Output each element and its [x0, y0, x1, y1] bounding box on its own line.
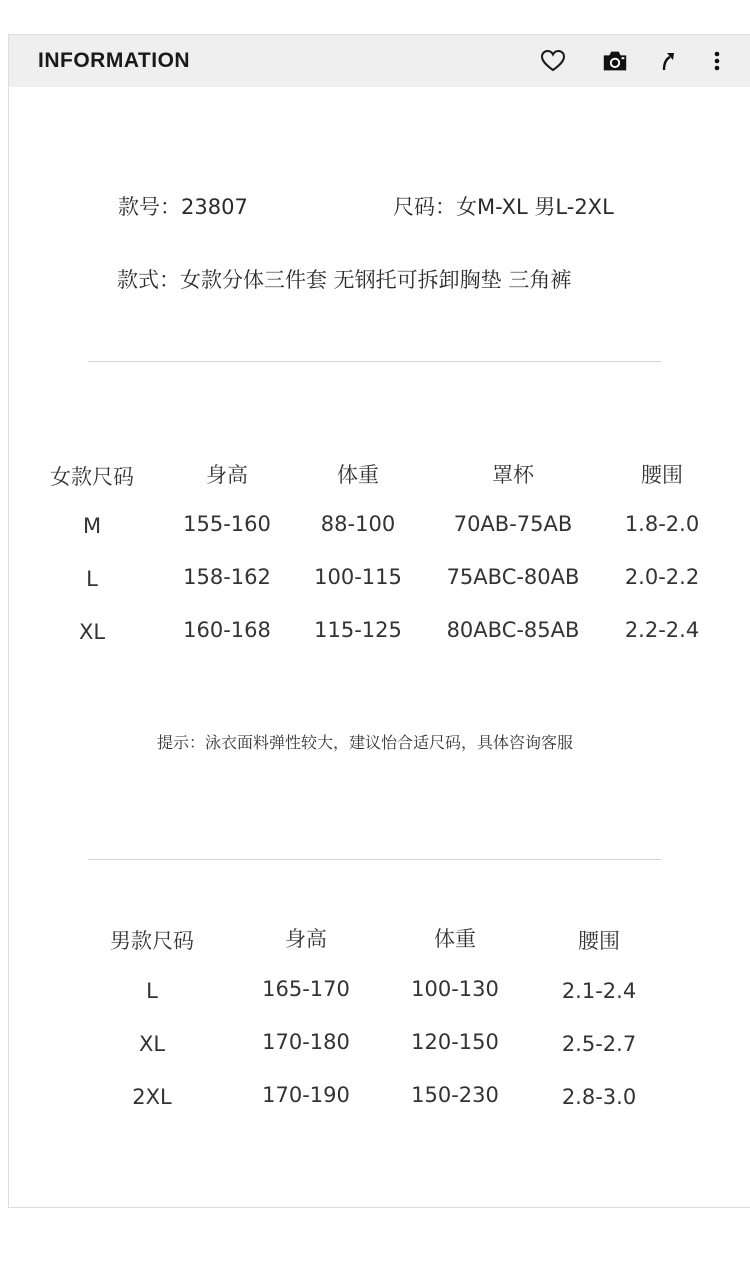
table-cell: 1.8-2.0: [624, 512, 700, 536]
table-cell: 115-125: [314, 618, 402, 642]
table-cell: 2.5-2.7: [561, 1032, 637, 1056]
more-icon[interactable]: [703, 47, 731, 75]
table-cell: 155-160: [183, 512, 271, 536]
table-header: 体重: [434, 927, 476, 951]
table-header: 体重: [337, 463, 379, 487]
table-cell: 120-150: [411, 1030, 499, 1054]
camera-icon[interactable]: [601, 47, 629, 75]
table-cell: L: [86, 567, 98, 591]
divider: [88, 361, 661, 362]
table-header: 腰围: [578, 929, 620, 953]
table-cell: 100-115: [314, 565, 402, 589]
table-cell: 70AB-75AB: [453, 512, 573, 536]
style-number: 款号：23807: [118, 195, 248, 219]
table-cell: 2.8-3.0: [561, 1085, 637, 1109]
table-header: 身高: [206, 463, 248, 487]
table-header: 男款尺码: [110, 929, 194, 953]
table-cell: XL: [78, 620, 106, 644]
table-cell: M: [82, 514, 102, 538]
table-cell: 2XL: [132, 1085, 172, 1109]
table-cell: 160-168: [183, 618, 271, 642]
table-header: 腰围: [641, 463, 683, 487]
page-title: INFORMATION: [38, 49, 191, 72]
top-bar: [9, 35, 750, 87]
table-header: 罩杯: [492, 463, 534, 487]
table-cell: 2.0-2.2: [624, 565, 700, 589]
table-cell: 80ABC-85AB: [446, 618, 580, 642]
table-header: 女款尺码: [50, 465, 134, 489]
table-cell: XL: [138, 1032, 166, 1056]
share-icon[interactable]: [654, 47, 682, 75]
table-cell: 2.2-2.4: [624, 618, 700, 642]
table-cell: 2.1-2.4: [561, 979, 637, 1003]
table-header: 身高: [285, 927, 327, 951]
size-hint: 提示：泳衣面料弹性较大，建议怡合适尺码，具体咨询客服: [157, 733, 574, 752]
size-range: 尺码：女M-XL 男L-2XL: [393, 195, 614, 219]
style-description: 款式：女款分体三件套 无钢托可拆卸胸垫 三角裤: [117, 268, 572, 292]
table-cell: 75ABC-80AB: [446, 565, 580, 589]
table-cell: 170-190: [262, 1083, 350, 1107]
table-cell: 150-230: [411, 1083, 499, 1107]
table-cell: 100-130: [411, 977, 499, 1001]
table-cell: 88-100: [320, 512, 396, 536]
table-cell: L: [146, 979, 158, 1003]
table-cell: 165-170: [262, 977, 350, 1001]
table-cell: 158-162: [183, 565, 271, 589]
table-cell: 170-180: [262, 1030, 350, 1054]
divider: [88, 859, 661, 860]
heart-icon[interactable]: [539, 47, 567, 75]
